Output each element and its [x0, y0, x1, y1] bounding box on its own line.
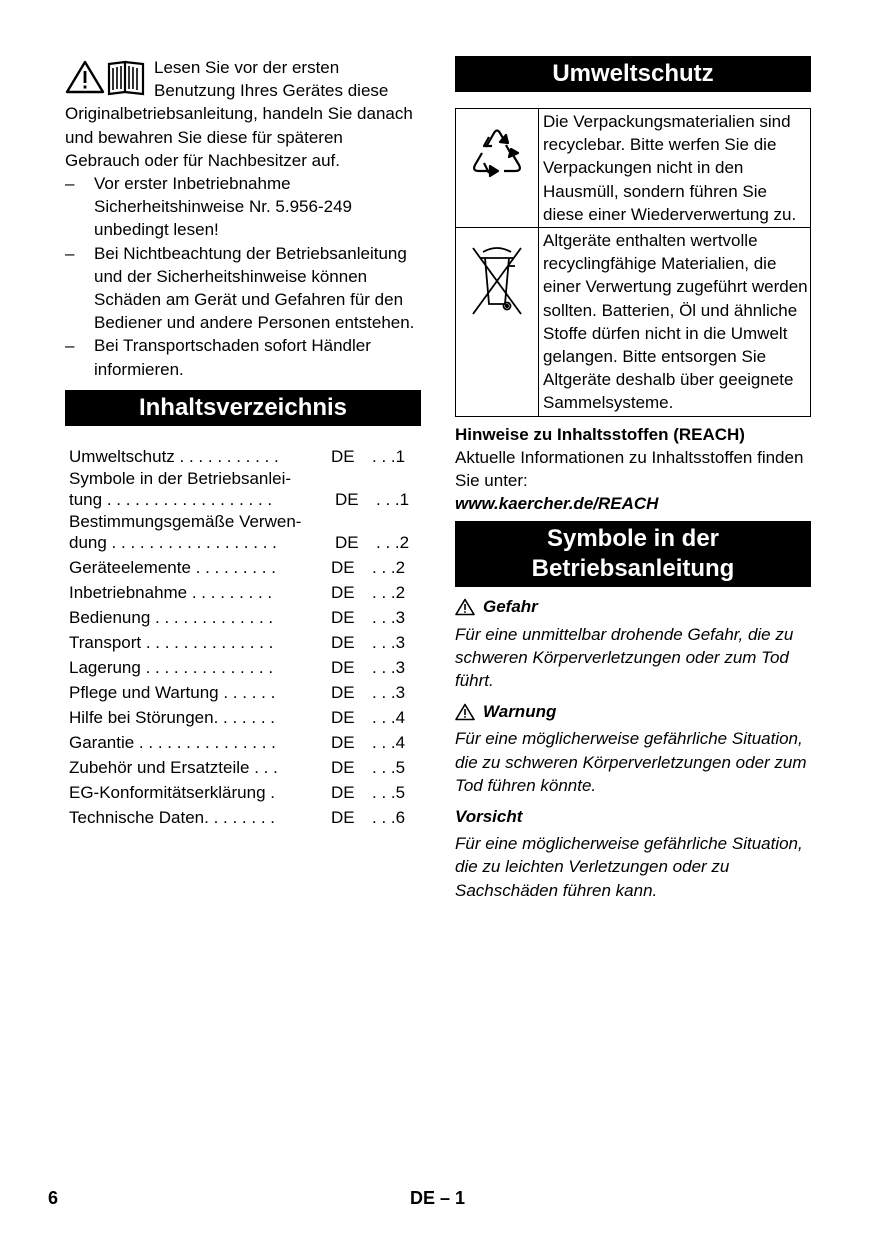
toc-page: . . .3	[372, 682, 406, 702]
table-row	[456, 228, 811, 417]
reach-text: Aktuelle Informationen zu Inhaltsstoffen finden Sie unter:	[455, 447, 804, 491]
toc-title: Bedienung	[69, 607, 151, 627]
toc-dots: . . . . . . . . .	[190, 557, 276, 577]
toc-page: . . .6	[372, 807, 406, 827]
toc-page: . . .3	[372, 607, 406, 627]
toc-entry-garantie[interactable]	[65, 730, 421, 755]
toc-page: . . .1	[376, 489, 410, 509]
dash-marker: –	[65, 174, 75, 194]
warning-triangle-icon	[455, 598, 475, 616]
toc-page: . . .3	[372, 657, 406, 677]
toc-title: EG-Konformitätserklärung	[69, 782, 266, 802]
intro-paragraph	[65, 56, 421, 172]
left-column	[65, 56, 421, 830]
toc-entry-bedienung[interactable]	[65, 605, 421, 630]
toc-dots: .	[265, 782, 275, 802]
footer-section-label: DE – 1	[410, 1188, 466, 1208]
page-number: 6	[48, 1188, 59, 1208]
warnung-text: Für eine möglicherweise gefährliche Situation, die zu schweren Körperverletzungen oder zum Tod führen könnte.	[455, 729, 807, 795]
reach-heading: Hinweise zu Inhaltsstoffen (REACH)	[455, 424, 745, 444]
list-item	[65, 242, 421, 335]
umweltschutz-heading: Umweltschutz	[455, 56, 811, 92]
reach-section	[455, 423, 811, 516]
toc-lang: DE	[331, 782, 355, 802]
toc-title: Geräteelemente	[69, 557, 191, 577]
toc-title: Hilfe bei Störungen	[69, 707, 214, 727]
toc-page: . . .3	[372, 632, 406, 652]
dash-marker: –	[65, 336, 75, 356]
toc-title: Garantie	[69, 732, 135, 752]
safety-bullet-list	[65, 172, 421, 381]
toc-page: . . .4	[372, 732, 406, 752]
toc-dots: . . .	[249, 757, 278, 777]
toc-page: . . .2	[372, 557, 406, 577]
recycling-icon	[462, 117, 532, 187]
toc-title-line1: Symbole in der Betriebsanlei-	[69, 468, 292, 488]
toc-dots: . . . . . . . . . . . . . .	[140, 657, 274, 677]
toc-dots: . . . . . .	[218, 682, 276, 702]
intro-text: Lesen Sie vor der ersten Benutzung Ihres Gerätes diese Originalbetriebsanleitung, handeln Sie danach und bewahren Sie diese für späteren Gebrauch oder für Nachbesitzer auf.	[65, 58, 413, 170]
toc-entry-zubehoer[interactable]	[65, 755, 421, 780]
toc-page: . . .1	[372, 446, 406, 466]
bullet-text: Bei Transportschaden sofort Händler informieren.	[94, 336, 371, 379]
toc-page: . . .4	[372, 707, 406, 727]
reach-link[interactable]: www.kaercher.de/REACH	[455, 494, 659, 514]
toc-entry-technische-daten[interactable]	[65, 805, 421, 830]
toc-page: . . .5	[372, 782, 406, 802]
warning-triangle-icon	[455, 703, 475, 721]
toc-title: Umweltschutz	[69, 446, 175, 466]
toc-entry-lagerung[interactable]	[65, 655, 421, 680]
toc-title: Technische Daten	[69, 807, 205, 827]
toc-entry-pflege[interactable]	[65, 680, 421, 705]
toc-lang: DE	[331, 557, 355, 577]
toc-dots: . . . . . . . . . . . . . . .	[134, 732, 276, 752]
toc-entry-bestimmung[interactable]	[65, 512, 421, 555]
toc-title: Transport	[69, 632, 142, 652]
toc-title: Pflege und Wartung	[69, 682, 219, 702]
toc-dots: . . . . . . .	[213, 707, 275, 727]
toc-title: Zubehör und Ersatzteile	[69, 757, 250, 777]
toc-lang: DE	[331, 607, 355, 627]
table-of-contents	[65, 444, 421, 830]
recycling-text: Die Verpackungsmaterialien sind recyclebar. Bitte werfen Sie die Verpackungen nicht in den Hausmüll, sondern führen Sie diese einer Wiederverwertung zu.	[539, 109, 811, 228]
toc-lang: DE	[335, 489, 359, 509]
toc-dots: . . . . . . . . . . . . . . . . . .	[106, 532, 277, 552]
toc-dots: . . . . . . . . . . . . .	[150, 607, 274, 627]
vorsicht-text: Für eine möglicherweise gefährliche Situation, die zu leichten Verletzungen oder zu Sachschäden führen kann.	[455, 834, 803, 900]
toc-lang: DE	[331, 446, 355, 466]
gefahr-text: Für eine unmittelbar drohende Gefahr, die zu schweren Körperverletzungen oder zum Tod führt.	[455, 624, 794, 691]
toc-lang: DE	[331, 757, 355, 777]
toc-entry-geraeteelemente[interactable]	[65, 555, 421, 580]
crossed-bin-icon	[467, 236, 527, 326]
table-row	[456, 109, 811, 228]
toc-lang: DE	[331, 682, 355, 702]
toc-entry-symbole[interactable]	[65, 469, 421, 512]
toc-title: dung	[69, 532, 107, 552]
right-column	[455, 56, 811, 902]
toc-lang: DE	[331, 582, 355, 602]
toc-lang: DE	[331, 632, 355, 652]
toc-title: Lagerung	[69, 657, 141, 677]
toc-title: Inbetriebnahme	[69, 582, 188, 602]
toc-lang: DE	[335, 532, 359, 552]
gefahr-label: Gefahr	[455, 595, 811, 618]
toc-entry-transport[interactable]	[65, 630, 421, 655]
symbole-heading: Symbole in der Betriebsanleitung	[455, 521, 811, 587]
toc-heading: Inhaltsverzeichnis	[65, 390, 421, 426]
warnung-label: Warnung	[455, 700, 811, 723]
toc-lang: DE	[331, 707, 355, 727]
toc-page: . . .2	[372, 582, 406, 602]
toc-entry-hilfe[interactable]	[65, 705, 421, 730]
symbol-definitions	[455, 595, 811, 901]
list-item	[65, 172, 421, 242]
disposal-text: Altgeräte enthalten wertvolle recyclingfähige Materialien, die einer Verwertung zugeführt werden sollten. Batterien, Öl und ähnliche Stoffe dürfen nicht in die Umwelt gelangen. Bitte entsorgen Sie Altgeräte deshalb über geeignete Sammelsysteme.	[539, 228, 811, 417]
toc-lang: DE	[331, 732, 355, 752]
intro-icons	[65, 56, 148, 96]
toc-dots: . . . . . . . . . . . . . .	[141, 632, 274, 652]
toc-lang: DE	[331, 657, 355, 677]
toc-dots: . . . . . . . .	[204, 807, 275, 827]
toc-dots: . . . . . . . . . . .	[174, 446, 279, 466]
toc-title-line1: Bestimmungsgemäße Verwen-	[69, 511, 302, 531]
toc-entry-konformitaet[interactable]	[65, 780, 421, 805]
warning-manual-icon	[65, 56, 148, 96]
bullet-text: Bei Nichtbeachtung der Betriebsanleitung und der Sicherheitshinweise können Schäden am Gerät und Gefahren für den Bediener und andere Personen entstehen.	[94, 243, 415, 333]
dash-marker: –	[65, 243, 75, 263]
environment-table	[455, 108, 811, 417]
list-item	[65, 334, 421, 380]
toc-title: tung	[69, 489, 103, 509]
toc-lang: DE	[331, 807, 355, 827]
toc-dots: . . . . . . . . .	[187, 582, 273, 602]
toc-page: . . .2	[376, 532, 410, 552]
toc-entry-umweltschutz[interactable]	[65, 444, 421, 469]
toc-dots: . . . . . . . . . . . . . . . . . .	[102, 489, 273, 509]
vorsicht-label: Vorsicht	[455, 807, 523, 827]
bullet-text: Vor erster Inbetriebnahme Sicherheitshinweise Nr. 5.956-249 unbedingt lesen!	[94, 174, 352, 240]
toc-page: . . .5	[372, 757, 406, 777]
toc-entry-inbetriebnahme[interactable]	[65, 580, 421, 605]
